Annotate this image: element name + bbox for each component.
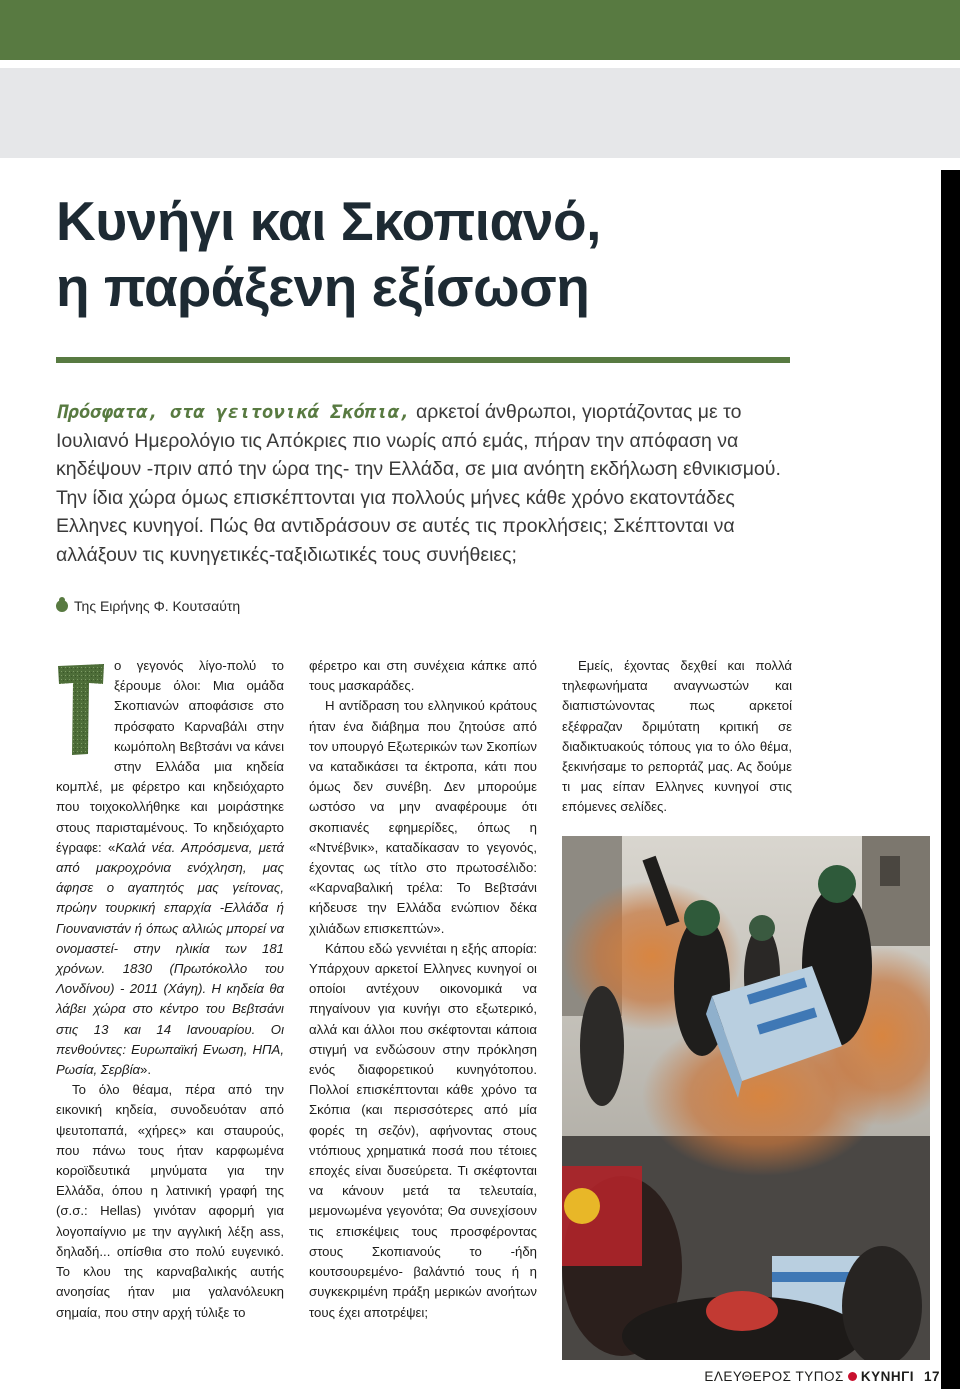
carnival-photo <box>562 836 930 1360</box>
byline-author: Της Ειρήνης Φ. Κουτσαύτη <box>74 598 241 614</box>
title-underline <box>56 357 790 363</box>
text-column-3 <box>562 656 792 818</box>
col2-paragraph-2: Η αντίδραση του ελληνικού κράτους ήταν ένα διάβημα που ζητούσε από τον υπουργό Εξωτερικών των Σκοπίων να καταδικάσει τα έκτροπα, κάτι που όμως δεν συνέβη. Δεν μπορούμε ωστόσο να μην αναφέρουμε ότι σκοπιανές εφημερίδες, όπως η «Ντνέβνικ», καταδίκασαν το γεγονός, έχοντας ως τίτλο στο πρωτοσέλιδο: «Καρναβαλική τρέλα: Το Βεβτσάνι κήδευσε την Ελλάδα ενώπιον δέκα χιλιάδων επισκεπτών». <box>309 698 537 936</box>
col1-p1-start: ο γεγονός λίγο-πολύ το ξέρουμε όλοι: Μια ομάδα Σκοπιανών αποφάσισε στο πρόσφατο Καρναβάλι στην κωμόπολη Βεβτσάνι να κάνει στην Ελλάδα μια κηδεία κομπλέ, με φέρετρο και κηδειόχαρτο που τοιχοκολλήθηκε και μοιράστηκε στους παρισταμένους. Το κηδειόχαρτο έγραφε: « <box>56 658 284 855</box>
text-column-1 <box>56 656 284 1323</box>
footer-dot-icon <box>848 1372 857 1381</box>
page-number: 17 <box>923 1369 940 1384</box>
article-title <box>56 188 816 320</box>
title-line-1: Κυνήγι και Σκοπιανό, <box>56 190 601 252</box>
drop-cap-glyph <box>56 662 106 758</box>
footer-section: ΚΥΝΗΓΙ <box>860 1369 914 1384</box>
col2-paragraph-1: φέρετρο και στη συνέχεια κάπκε από τους μασκαράδες. <box>309 658 537 694</box>
leaf-icon <box>56 600 68 612</box>
text-column-2 <box>309 656 537 1323</box>
drop-cap <box>56 662 106 758</box>
col3-paragraph-1: Εμείς, έχοντας δεχθεί και πολλά τηλεφωνήματα αναγνωστών και διαπιστώνοντας πως αρκετοί εξέφραζαν δριμύτατη κριτική σε διαδικτυακούς τόπους για το όλο θέμα, ξεκινήσαμε το ρεπορτάζ μας. Ας δούμε τι μας είπαν Ελληνες κυνηγοί στις επόμενες σελίδες. <box>562 658 792 815</box>
title-line-2: η παράξενη εξίσωση <box>56 256 590 318</box>
col1-paragraph-2: Το όλο θέαμα, πέρα από την εικονική κηδεία, συνοδευόταν από ψευτοπαπά, «χήρες» και σταυρούς, που πάνω τους ήταν καρφωμένα κοροϊδευτικά μηνύματα για την Ελλάδα, όπου η λατινική γραφή της (σ.σ.: Hellas) γινόταν αφορμή για λογοπαίγνιο με την αγγλική λέξη ass, δηλαδή... οπίσθια στο πολύ ευγενικό. Το κλου της καρναβαλικής αυτής ανοησίας ήταν μια γαλανόλευκη σημαία, που στην αρχή τύλιξε το <box>56 1082 284 1320</box>
right-edge-bar <box>941 170 960 1389</box>
top-color-bar <box>0 0 960 60</box>
carnival-photo-illustration <box>562 836 930 1360</box>
col1-p1-italic: Καλά νέα. Απρόσμενα, μετά από μακροχρόνια ενόχληση, μας άφησε ο αγαπητός μας γείτονας, πρώην τουρκική επαρχία -Ελλάδα ή Γιουνανιστάν ή όπως αλλιώς μπορεί να ονομαστεί- στην ηλικία των 181 χρόνων. 1830 (Πρωτόκολλο του Λονδίνου) - 2011 (Χάγη). Η κηδεία θα λάβει χώρα στο κέντρο του Βεβτσάνι στις 13 και 14 Ιανουαρίου. Οι πενθούντες: Ευρωπαϊκή Ενωση, ΗΠΑ, Ρωσία, Σερβία <box>56 839 284 1078</box>
col2-paragraph-3: Κάπου εδώ γεννιέται η εξής απορία: Υπάρχουν αρκετοί Ελληνες κυνηγοί οι οποίοι αντέχουν οικονομικά να πηγαίνουν για κυνήγι στο εξωτερικό, αλλά και άλλοι που σκέφτονται κάποια στιγμή να ενδώσουν στην πρόκληση ενός διαφορετικού κυνηγότοπου. Πολλοί επισκέπτονται κάθε χρόνο τα Σκόπια (και περισσότερες από μία φορές τη σεζόν), αφήνοντας στους ντόπιους χρηματικά ποσά που τέτοιες εποχές είναι δυσεύρετα. Τι σκέφτονται να κάνουν μετά τα τελευταία, μεμονωμένα γεγονότα; Θα συνεχίσουν τις επισκέψεις τους προσφέροντας στους Σκοπιανούς το -ήδη κουτσουρεμένο- βαλάντιό τους ή η συγκεκριμένη πράξη μερικών ανοήτων τους έχει αποτρέψει; <box>309 940 537 1320</box>
footer-publication: ΕΛΕΥΘΕΡΟΣ ΤΥΠΟΣ <box>704 1369 844 1384</box>
col1-p1-end: ». <box>140 1062 152 1078</box>
header-grey-band <box>0 68 960 158</box>
lead-paragraph <box>56 398 796 569</box>
byline <box>56 598 240 614</box>
page-footer <box>704 1369 940 1384</box>
lead-highlight: Πρόσφατα, στα γειτονικά Σκόπια, <box>56 401 411 423</box>
lead-text: αρκετοί άνθρωποι, γιορτάζοντας με το Ιουλιανό Ημερολόγιο τις Απόκριες πιο νωρίς από εμάς, πήραν την απόφαση να κηδέψουν -πριν από την ώρα της- την Ελλάδα, σε μια ανόητη εκδήλωση εθνικισμού. Την ίδια χώρα όμως επισκέπτονται για πολλούς μήνες κάθε χρόνο εκατοντάδες Ελληνες κυνηγοί. Πώς θα αντιδράσουν σε αυτές τις προκλήσεις; Σκέπτονται να αλλάξουν τις κυνηγετικές-ταξιδιωτικές τους συνήθειες; <box>56 401 781 566</box>
